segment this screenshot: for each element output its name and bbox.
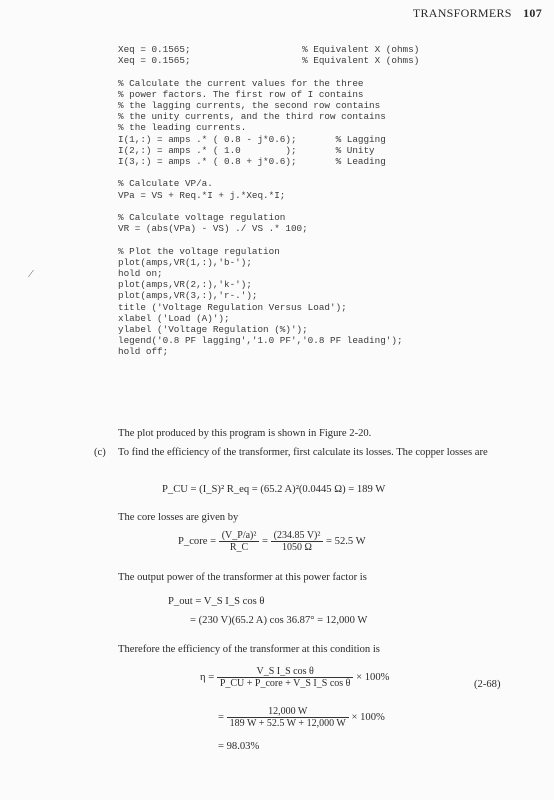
code-line: plot(amps,VR(2,:),'k-');: [118, 279, 252, 291]
header-title: TRANSFORMERS: [412, 6, 512, 20]
eq4-lhs: η =: [200, 671, 215, 683]
code-line: xlabel ('Load (A)');: [118, 312, 230, 324]
eq2-frac1-numerator: (V_P/a)²: [219, 530, 260, 542]
paragraph-core-losses: The core losses are given by: [118, 512, 239, 523]
paragraph-copper-losses: To find the efficiency of the transformer, first calculate its losses. The copper losses are: [118, 447, 488, 458]
paragraph-plot-reference: The plot produced by this program is shown in Figure 2-20.: [118, 428, 372, 439]
eq5-denominator: 189 W + 52.5 W + 12,000 W: [229, 718, 346, 729]
code-line: plot(amps,VR(3,:),'r-.');: [118, 290, 258, 302]
equation-output-power-a: P_out = V_S I_S cos θ: [168, 596, 265, 607]
equation-efficiency-numeric: [218, 706, 385, 729]
eq4-numerator: V_S I_S cos θ: [217, 666, 354, 678]
code-line: % the leading currents.: [118, 122, 247, 134]
code-line: [118, 234, 419, 245]
code-line: legend('0.8 PF lagging','1.0 PF','0.8 PF leading');: [118, 335, 403, 347]
code-line: VPa = VS + Req.*I + j.*Xeq.*I;: [118, 189, 286, 201]
code-line: VR = (abs(VPa) - VS) ./ VS .* 100;: [118, 223, 308, 235]
equation-output-power-b: = (230 V)(65.2 A) cos 36.87° = 12,000 W: [190, 615, 368, 626]
page-number: 107: [523, 6, 542, 20]
eq2-rhs: = 52.5 W: [326, 535, 366, 547]
code-line: I(3,:) = amps .* ( 0.8 + j*0.6); % Leading: [118, 156, 386, 168]
eq2-frac1-denominator: R_C: [229, 542, 249, 553]
code-line: % the unity currents, and the third row contains: [118, 111, 386, 123]
eq2-frac2-denominator: 1050 Ω: [282, 542, 312, 553]
code-line: % the lagging currents, the second row contains: [118, 100, 381, 111]
eq2-lhs: P_core =: [178, 535, 217, 547]
code-line: hold off;: [118, 346, 169, 358]
code-line: % Calculate VP/a.: [118, 178, 213, 190]
eq2-fraction-2: [271, 530, 324, 553]
paragraph-efficiency: Therefore the efficiency of the transformer at this condition is: [118, 644, 380, 655]
code-line: I(1,:) = amps .* ( 0.8 - j*0.6); % Lagging: [118, 133, 386, 145]
equation-number: (2-68): [474, 679, 501, 690]
running-header: [413, 6, 542, 21]
code-line: Xeq = 0.1565; % Equivalent X (ohms): [118, 55, 420, 67]
margin-mark: ⁄: [30, 268, 32, 280]
equation-efficiency-result: = 98.03%: [218, 741, 260, 752]
code-line: title ('Voltage Regulation Versus Load');: [118, 301, 347, 313]
code-line: % Plot the voltage regulation: [118, 245, 280, 257]
code-line: [118, 66, 419, 77]
code-line: [118, 167, 419, 178]
eq4-denominator: P_CU + P_core + V_S I_S cos θ: [219, 678, 351, 689]
code-line: hold on;: [118, 268, 163, 279]
code-line: % Calculate the current values for the three: [118, 77, 364, 89]
code-line: % Calculate voltage regulation: [118, 212, 286, 223]
eq2-fraction-1: [219, 530, 260, 553]
part-label: (c): [94, 447, 106, 458]
eq4-fraction: [217, 666, 354, 689]
code-line: I(2,:) = amps .* ( 1.0 ); % Unity: [118, 144, 375, 156]
eq5-numerator: 12,000 W: [227, 706, 349, 718]
paragraph-output-power: The output power of the transformer at this power factor is: [118, 572, 367, 583]
equation-core-losses: [178, 530, 366, 553]
code-line: % power factors. The first row of I contains: [118, 88, 364, 100]
code-line: Xeq = 0.1565; % Equivalent X (ohms): [118, 44, 420, 55]
eq2-frac2-numerator: (234.85 V)²: [271, 530, 324, 542]
eq4-rhs: × 100%: [356, 671, 390, 683]
eq2-mid: =: [262, 535, 269, 547]
equation-copper-losses: P_CU = (I_S)² R_eq = (65.2 A)²(0.0445 Ω) = 189 W: [162, 484, 386, 495]
code-line: ylabel ('Voltage Regulation (%)');: [118, 324, 308, 336]
eq5-rhs: × 100%: [351, 711, 385, 723]
equation-efficiency: [200, 666, 389, 689]
eq5-fraction: [227, 706, 349, 729]
eq5-lhs: =: [218, 711, 224, 723]
code-line: plot(amps,VR(1,:),'b-');: [118, 256, 252, 268]
code-line: [118, 201, 419, 212]
matlab-code-block: [118, 44, 419, 358]
